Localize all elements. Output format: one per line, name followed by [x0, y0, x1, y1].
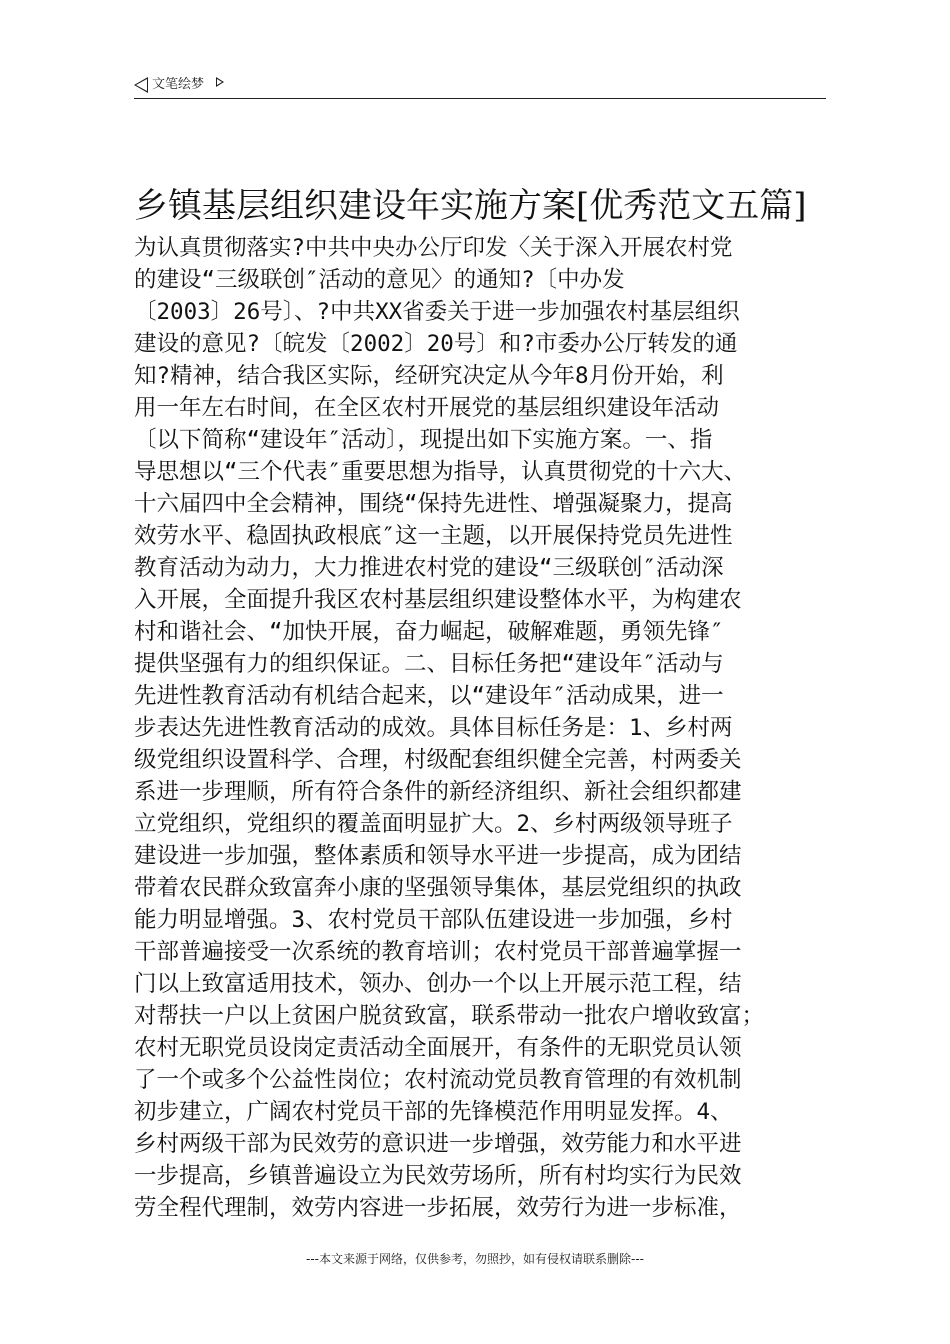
body-line: 立党组织，党组织的覆盖面明显扩大。2、乡村两级领导班子	[134, 811, 733, 837]
body-line: 效劳水平、稳固执政根底″这一主题，以开展保持党员先进性	[134, 523, 733, 549]
body-line: 对帮扶一户以上贫困户脱贫致富，联系带动一批农户增收致富；	[134, 1003, 765, 1029]
body-line: 干部普遍接受一次系统的教育培训；农村党员干部普遍掌握一	[134, 939, 742, 965]
body-line: 为认真贯彻落实?中共中央办公厅印发〈关于深入开展农村党	[134, 235, 733, 261]
triangle-left-icon	[134, 77, 148, 93]
body-line: 十六届四中全会精神，围绕“保持先进性、增强凝聚力，提高	[134, 491, 733, 517]
body-line: 农村无职党员设岗定责活动全面展开，有条件的无职党员认领	[134, 1035, 742, 1061]
body-line: 乡村两级干部为民效劳的意识进一步增强，效劳能力和水平进	[134, 1131, 742, 1157]
body-line: 建设的意见?〔皖发〔2002〕20号〕和?市委办公厅转发的通	[134, 331, 738, 357]
document-title: 乡镇基层组织建设年实施方案[优秀范文五篇]	[134, 186, 807, 226]
footer-notice: ---本文来源于网络，仅供参考，勿照抄，如有侵权请联系删除---	[306, 1252, 644, 1266]
triangle-right-icon	[216, 77, 224, 87]
body-line: 步表达先进性教育活动的成效。具体目标任务是：1、乡村两	[134, 715, 733, 741]
body-line: 导思想以“三个代表″重要思想为指导，认真贯彻党的十六大、	[134, 459, 747, 485]
body-line: 〔以下简称“建设年″活动〕，现提出如下实施方案。一、指	[134, 427, 713, 453]
body-line: 劳全程代理制，效劳内容进一步拓展，效劳行为进一步标准，	[134, 1195, 742, 1221]
body-line: 〔2003〕26号〕、?中共XX省委关于进一步加强农村基层组织	[134, 299, 740, 325]
header-brand: 文笔绘梦	[152, 77, 205, 92]
body-line: 一步提高，乡镇普遍设立为民效劳场所，所有村均实行为民效	[134, 1163, 742, 1189]
body-line: 系进一步理顺，所有符合条件的新经济组织、新社会组织都建	[134, 779, 742, 805]
body-line: 教育活动为动力，大力推进农村党的建设“三级联创″活动深	[134, 555, 724, 581]
page-header	[134, 74, 824, 96]
body-line: 建设进一步加强，整体素质和领导水平进一步提高，成为团结	[134, 843, 742, 869]
body-line: 的建设“三级联创″活动的意见〉的通知?〔中办发	[134, 267, 625, 293]
header-divider	[134, 98, 826, 99]
body-line: 先进性教育活动有机结合起来，以“建设年″活动成果，进一	[134, 683, 724, 709]
body-line: 村和谐社会、“加快开展，奋力崛起，破解难题，勇领先锋″	[134, 619, 724, 645]
body-line: 级党组织设置科学、合理，村级配套组织健全完善，村两委关	[134, 747, 742, 773]
body-line: 门以上致富适用技术，领办、创办一个以上开展示范工程，结	[134, 971, 742, 997]
body-line: 入开展，全面提升我区农村基层组织建设整体水平，为构建农	[134, 587, 742, 613]
body-line: 能力明显增强。3、农村党员干部队伍建设进一步加强，乡村	[134, 907, 733, 933]
body-line: 用一年左右时间，在全区农村开展党的基层组织建设年活动	[134, 395, 720, 421]
body-line: 初步建立，广阔农村党员干部的先锋模范作用明显发挥。4、	[134, 1099, 733, 1125]
body-line: 了一个或多个公益性岗位；农村流动党员教育管理的有效机制	[134, 1067, 742, 1093]
document-body	[134, 232, 829, 1224]
body-line: 知?精神，结合我区实际，经研究决定从今年8月份开始，利	[134, 363, 724, 389]
body-line: 提供坚强有力的组织保证。二、目标任务把“建设年″活动与	[134, 651, 724, 677]
body-line: 带着农民群众致富奔小康的坚强领导集体，基层党组织的执政	[134, 875, 742, 901]
